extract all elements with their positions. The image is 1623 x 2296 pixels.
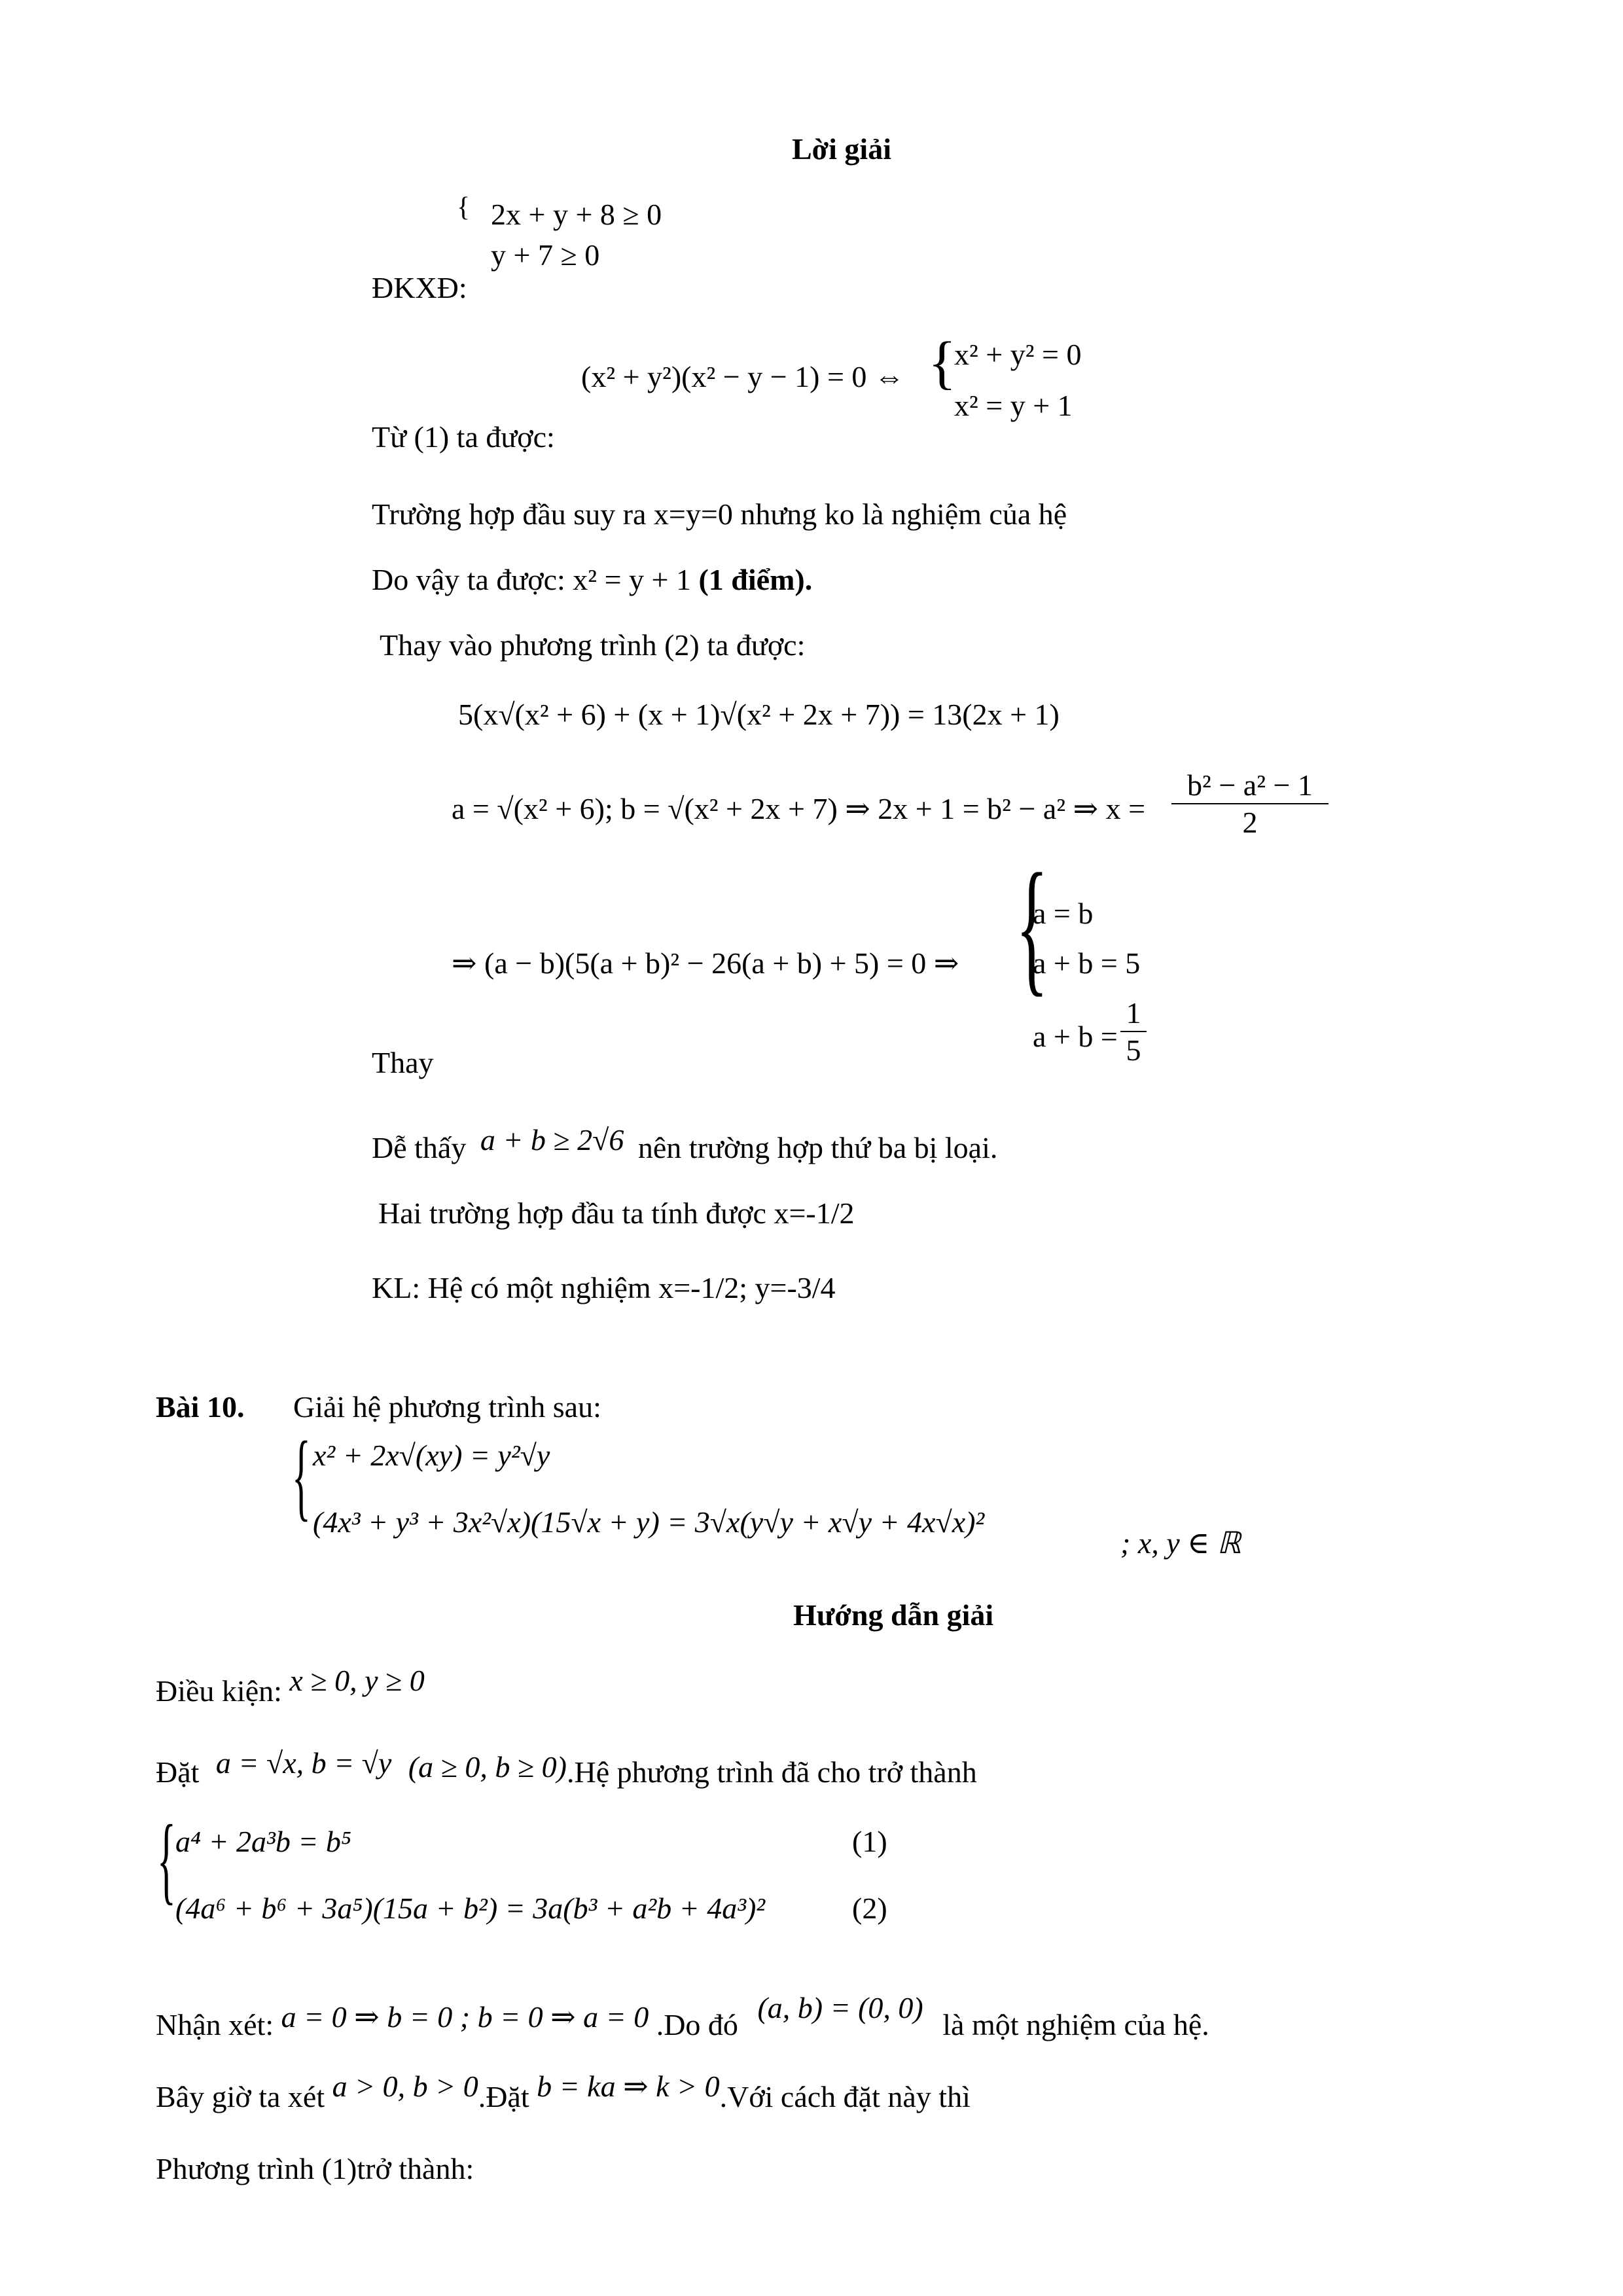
nhanxet-math-3: (a, b) = (0, 0) (757, 1991, 923, 2024)
nhanxet-dodo: .Do đó (656, 2008, 738, 2041)
brace-open-1: { (457, 192, 471, 223)
dkxd-line-1: 2x + y + 8 ≥ 0 (491, 198, 662, 231)
system-ab-2: (4a⁶ + b⁶ + 3a⁵)(15a + b²) = 3a(b³ + a²b + 4a³)² (175, 1892, 766, 1925)
nhanxet-math-1: a = 0 ⇒ b = 0 (281, 2000, 453, 2034)
dat-math: a = √x, b = √y (215, 1746, 392, 1780)
fraction-denominator: 2 (1242, 806, 1258, 840)
nhanxet-math-2: ; b = 0 ⇒ a = 0 (459, 2000, 649, 2034)
equation-ab-left: a = √(x² + 6); b = √(x² + 2x + 7) ⇒ 2x + 1 = b² − a² ⇒ x = (452, 792, 1146, 825)
dethay-text-a: Dễ thấy (372, 1131, 467, 1164)
paragraph-pt1: Phương trình (1)trở thành: (156, 2152, 474, 2185)
fraction-numerator: b² − a² − 1 (1171, 767, 1329, 804)
paragraph-baygio (156, 2070, 971, 2115)
equation-factored: ⇒ (a − b)(5(a + b)² − 26(a + b) + 5) = 0 ⇒ (452, 946, 959, 980)
factored-case-3-fraction (1120, 995, 1147, 1068)
dovay-bold: (1 điểm). (698, 563, 813, 596)
case3-denominator: 5 (1126, 1033, 1141, 1067)
equation-ab-fraction (1171, 767, 1329, 840)
system-ab-2-tag: (2) (852, 1892, 887, 1925)
baygio-rest: .Với cách đặt này thì (719, 2080, 971, 2113)
paragraph-kl: KL: Hệ có một nghiệm x=-1/2; y=-3/4 (372, 1271, 836, 1304)
dieukien-label: Điều kiện: (156, 1674, 282, 1708)
factored-case-2: a + b = 5 (1033, 946, 1141, 980)
paragraph-dat (156, 1746, 977, 1790)
dieukien-math: x ≥ 0, y ≥ 0 (289, 1664, 425, 1697)
equation-substitution: 5(x√(x² + 6) + (x + 1)√(x² + 2x + 7)) = 13(2x + 1) (458, 698, 1060, 731)
exercise-label: Bài 10. (156, 1390, 245, 1424)
system-ab-1: a⁴ + 2a³b = b⁵ (175, 1825, 351, 1858)
baygio-math-2: b = ka ⇒ k > 0 (537, 2070, 720, 2103)
dethay-text-b: nên trường hợp thứ ba bị loại. (637, 1131, 998, 1164)
system-eq-2: (4x³ + y³ + 3x²√x)(15√x + y) = 3√x(y√y + x√y + 4x√x)² (313, 1505, 985, 1539)
dkxd-label: ĐKXĐ: (372, 271, 467, 304)
tu1-case-2: x² = y + 1 (954, 389, 1073, 422)
tu1-equation: (x² + y²)(x² − y − 1) = 0 ⇔ (581, 360, 904, 393)
paragraph-truonghop: Trường hợp đầu suy ra x=y=0 nhưng ko là nghiệm của hệ (372, 497, 1067, 531)
paragraph-thay2: Thay (372, 1046, 434, 1079)
brace-open-2: { (928, 331, 957, 395)
paragraph-nhanxet (156, 1991, 1209, 2043)
brace-open-5: { (157, 1805, 176, 1914)
system-ab-1-tag: (1) (852, 1825, 887, 1858)
tu1-case-1: x² + y² = 0 (954, 338, 1082, 371)
dat-rest: .Hệ phương trình đã cho trở thành (566, 1755, 977, 1789)
paragraph-dieukien (156, 1664, 425, 1709)
system-domain: ; x, y ∈ ℝ (1120, 1526, 1241, 1560)
factored-case-3: a + b = (1033, 1020, 1118, 1053)
paragraph-dovay (372, 562, 812, 598)
section-title-huongdan: Hướng dẫn giải (793, 1598, 994, 1632)
dethay-math: a + b ≥ 2√6 (480, 1123, 624, 1157)
brace-open-3: { (1016, 842, 1048, 1009)
baygio-label: Bây giờ ta xét (156, 2080, 325, 2113)
baygio-dat: .Đặt (478, 2080, 529, 2113)
tu1-label: Từ (1) ta được: (372, 420, 555, 454)
case3-numerator: 1 (1120, 995, 1147, 1032)
system-eq-1: x² + 2x√(xy) = y²√y (313, 1439, 550, 1472)
nhanxet-rest: là một nghiệm của hệ. (942, 2008, 1209, 2041)
exercise-prompt: Giải hệ phương trình sau: (293, 1390, 601, 1424)
paragraph-hai: Hai trường hợp đầu ta tính được x=-1/2 (378, 1196, 855, 1230)
nhanxet-label: Nhận xét: (156, 2008, 274, 2041)
dat-label: Đặt (156, 1755, 200, 1789)
section-title-loigiai: Lời giải (792, 132, 891, 166)
factored-case-1: a = b (1033, 897, 1094, 930)
baygio-math-1: a > 0, b > 0 (332, 2070, 478, 2103)
dat-condition: (a ≥ 0, b ≥ 0) (408, 1750, 567, 1784)
paragraph-thay: Thay vào phương trình (2) ta được: (380, 628, 806, 662)
dovay-text: Do vậy ta được: x² = y + 1 (372, 563, 691, 596)
paragraph-dethay (372, 1123, 998, 1166)
dkxd-line-2: y + 7 ≥ 0 (491, 238, 600, 272)
brace-open-4: { (292, 1422, 311, 1530)
